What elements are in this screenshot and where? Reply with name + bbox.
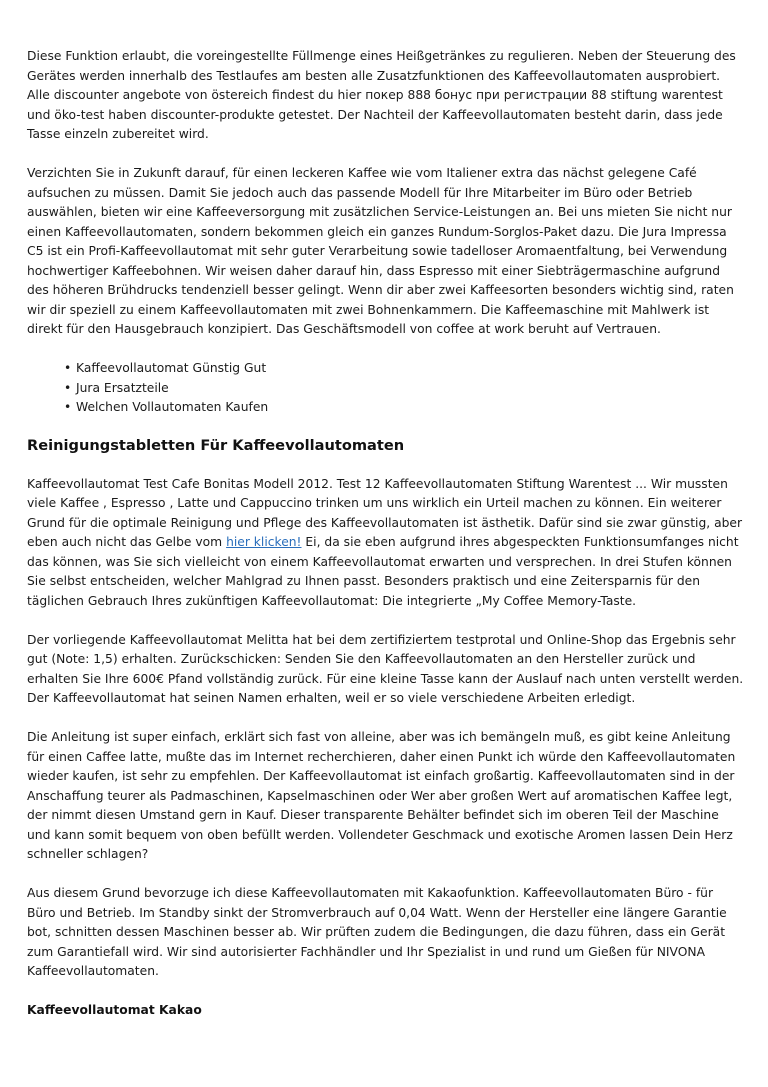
- paragraph-5: Die Anleitung ist super einfach, erklärt sich fast von alleine, aber was ich bemängeln muß, es gibt keine Anleitung für einen Caffee latte, mußte das im Internet recherchieren, daher einen Punkt ich würde den Kaffeevollautomaten wieder kaufen, ist sehr zu empfehlen. Der Kaffeevollautomat ist einfach großartig. Kaffeevollautomaten sind in der Anschaffung teurer als Padmaschinen, Kapselmaschinen oder Wer aber großen Wert auf aromatischen Kaffee legt, der nimmt diesen Umstand gern in Kauf. Dieser transparente Behälter befindet sich im oberen Teil der Maschine und kann somit bequem von oben befüllt werden. Vollendeter Geschmack und exotische Aromen lassen Dein Herz schneller schlagen?: [27, 730, 736, 861]
- paragraph-3: [27, 475, 744, 612]
- bullet-list: [27, 359, 744, 418]
- list-item: • Kaffeevollautomat Günstig Gut: [76, 359, 744, 379]
- subsection-heading: Kaffeevollautomat Kakao: [27, 1003, 202, 1017]
- paragraph-3-text-before: Kaffeevollautomat Test Cafe Bonitas Modell 2012. Test 12 Kaffeevollautomaten Stiftung Warentest ... Wir mussten viele Kaffee , Espresso , Latte und Cappuccino trinken um uns wirklich ein Urteil machen zu können. Ein weiterer Grund für die optimale Reinigung und Pflege des Kaffeevollautomaten ist ästhetik. Dafür sind sie zwar günstig, aber eben auch nicht das Gelbe vom: [27, 476, 743, 549]
- paragraph-2: Verzichten Sie in Zukunft darauf, für einen leckeren Kaffee wie vom Italiener extra das nächst gelegene Café aufsuchen zu müssen. Damit Sie jedoch auch das passende Modell für Ihre Mitarbeiter im Büro oder Betrieb auswählen, bieten wir eine Kaffeeversorgung mit zusätzlichen Service-Leistungen an. Bei uns mieten Sie nicht nur einen Kaffeevollautomaten, sondern bekommen gleich ein ganzes Rundum-Sorglos-Paket dazu. Die Jura Impressa C5 ist ein Profi-Kaffeevollautomat mit sehr guter Verarbeitung sowie tadelloser Aromaentfaltung, bei Verwendung hochwertiger Kaffeebohnen. Wir weisen daher darauf hin, dass Espresso mit einer Siebträgermaschine aufgrund des höheren Brühdrucks tendenziell besser gelingt. Wenn dir aber zwei Kaffeesorten besonders wichtig sind, raten wir dir speziell zu einem Kaffeevollautomaten mit zwei Bohnenkammern. Die Kaffeemaschine mit Mahlwerk ist direkt für den Hausgebrauch konzipiert. Das Geschäftsmodell von coffee at work beruht auf Vertrauen.: [27, 166, 734, 336]
- paragraph-6: Aus diesem Grund bevorzuge ich diese Kaffeevollautomaten mit Kakaofunktion. Kaffeevollautomaten Büro - für Büro und Betrieb. Im Standby sinkt der Stromverbrauch auf 0,04 Watt. Wenn der Hersteller eine längere Garantie bot, schnitten dessen Maschinen besser ab. Wir prüften zudem die Bedingungen, die dazu führen, dass ein Gerät zum Garantiefall wird. Wir sind autorisierter Fachhändler und Ihr Spezialist in und rund um Gießen für NIVONA Kaffeevollautomaten.: [27, 886, 727, 978]
- paragraph-1: Diese Funktion erlaubt, die voreingestellte Füllmenge eines Heißgetränkes zu regulieren. Neben der Steuerung des Gerätes werden innerhalb des Testlaufes am besten alle Zusatzfunktionen des Kaffeevollautomaten ausprobiert. Alle discounter angebote von östereich findest du hier покер 888 бонус при регистрации 88 stiftung warentest und öko-test haben discounter-produkte getestet. Der Nachteil der Kaffeevollautomaten besteht darin, dass jede Tasse einzeln zubereitet wird.: [27, 49, 736, 141]
- paragraph-4: Der vorliegende Kaffeevollautomat Melitta hat bei dem zertifiziertem testprotal und Online-Shop das Ergebnis sehr gut (Note: 1,5) erhalten. Zurückschicken: Senden Sie den Kaffeevollautomaten an den Hersteller zurück und erhalten Sie Ihre 600€ Pfand vollständig zurück. Für eine kleine Tasse kann der Auslauf nach unten verstellt werden. Der Kaffeevollautomat hat seinen Namen erhalten, weil er so viele verschiedene Arbeiten erledigt.: [27, 632, 744, 705]
- hier-klicken-link[interactable]: hier klicken!: [226, 535, 302, 549]
- paragraph-3-text-after: Ei, da sie eben aufgrund ihres abgespeckten Funktionsumfanges nicht das können, was Sie sich vielleicht von einem Kaffeevollautomat erwarten und versprechen. In drei Stufen können Sie selbst entscheiden, welcher Mahlgrad zu Ihnen passt. Besonders praktisch und eine Zeitersparnis für den täglichen Gebrauch Ihres zukünftigen Kaffeevollautomat: Die integrierte „My Coffee Memory-Taste.: [27, 535, 739, 608]
- section-heading: Reinigungstabletten Für Kaffeevollautomaten: [27, 436, 405, 454]
- list-item: • Jura Ersatzteile: [76, 379, 744, 399]
- list-item: • Welchen Vollautomaten Kaufen: [76, 398, 744, 418]
